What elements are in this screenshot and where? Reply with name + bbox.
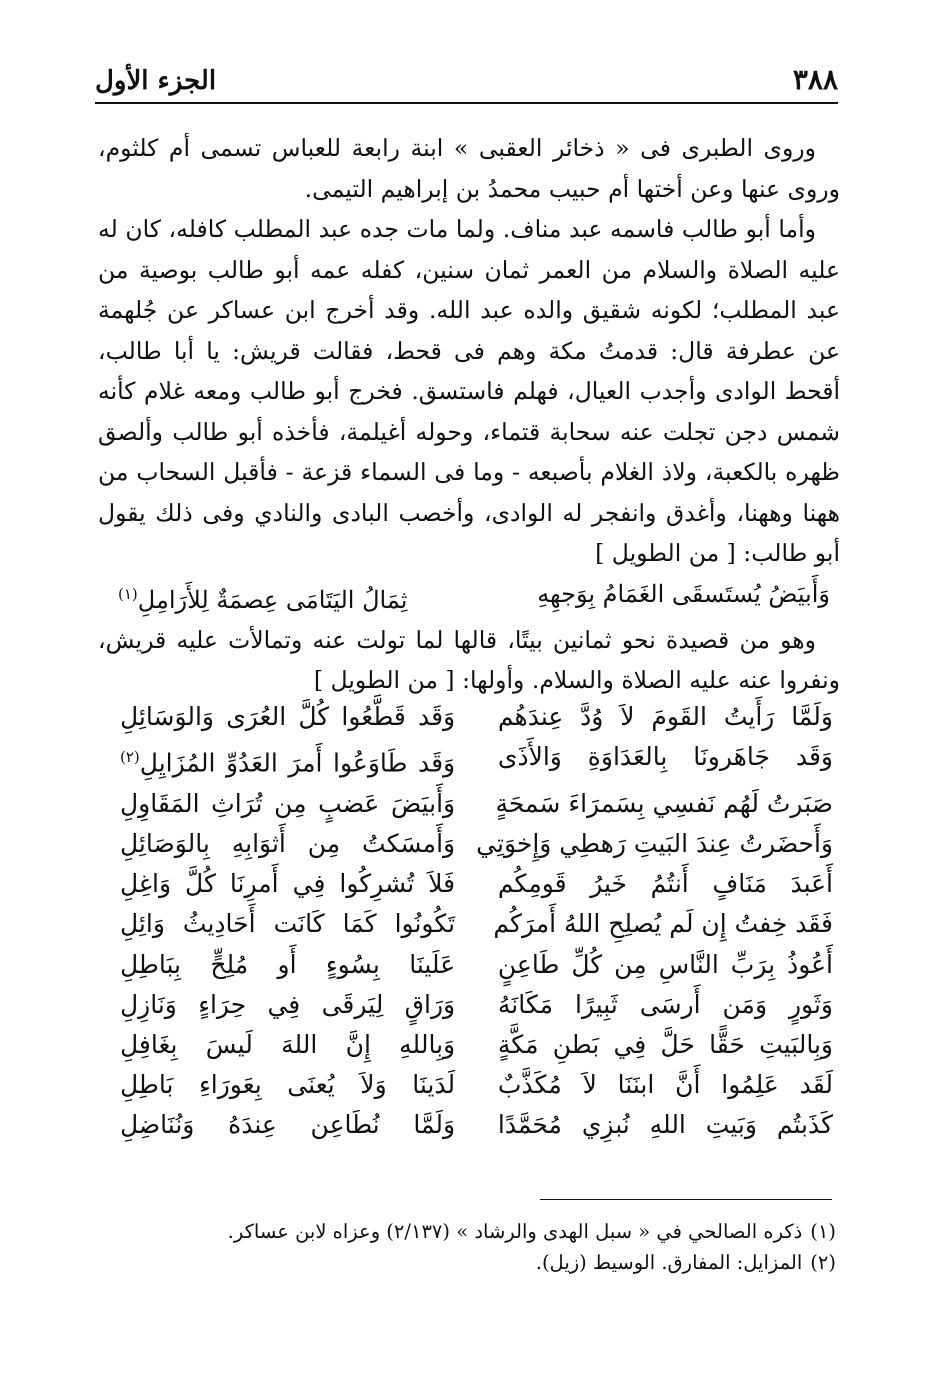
running-head: الجزء الأول: [95, 66, 217, 96]
footnote-text: المزايل: المفارق. الوسيط (زيل).: [535, 1251, 803, 1274]
hemistich-first: وَبِالبَيتِ حَقًّا حَلَّ فِي بَطنِ مَكَّةٍ: [497, 1029, 833, 1059]
hemistich-first: فَقَد خِفتُ إِن لَم يُصلِحِ اللهُ أَمرَكُم: [493, 909, 833, 939]
footnote-ref-2[interactable]: (٢): [120, 748, 140, 767]
hemistich-second: وَقَد طَاوَعُوا أَمرَ العَدُوِّ المُزَايِلِ$^{(٢)}$: [120, 748, 456, 778]
hemistich-second: عَلَينَا بِسُوءٍ أَو مُلِحٍّ بِبَاطِلِ: [120, 949, 456, 979]
footnote-1: [100, 1216, 836, 1247]
hemistich-second: لَدَينَا وَلاَ يُعنَى بِعَورَاءِ بَاطِلِ: [120, 1070, 456, 1100]
hemistich-second: وَرَاقٍ لِيَرقَى فِي حِرَاءٍ وَنَازِلِ: [120, 989, 456, 1019]
hemistich-second: وَبِاللهِ إِنَّ اللهَ لَيسَ بِغَافِلِ: [120, 1029, 456, 1059]
paragraph-qasida-text: وهو من قصيدة نحو ثمانين بيتًا، قالها لما تولت عنه وتمالأت عليه قريش، ونفروا عنه عليه الصلاة والسلام. وأولها:: [98, 625, 840, 694]
footnote-text: ذكره الصالحي في « سبل الهدى والرشاد » (٢/١٣٧) وعزاه لابن عساكر.: [227, 1220, 803, 1243]
hemistich-second: وَأَبيَضَ عَضبٍ مِن تُرَاثِ المَقَاوِلِ: [120, 788, 456, 818]
hemistich-first: وَقَد جَاهَرونَا بِالعَدَاوَةِ وَالأَذَى: [497, 742, 833, 772]
page-header: [95, 58, 838, 104]
paragraph-tabari: وروى الطبرى فى « ذخائر العقبى » ابنة رابعة للعباس تسمى أم كلثوم، وروى عنها وعن أختها أم حبيب محمدُ بن إبراهيم التيمى.: [98, 134, 840, 203]
poem-verse: [120, 824, 833, 864]
poem-verse: [120, 697, 833, 737]
hemistich-first: أَعُوذُ بِرَبِّ النَّاسِ مِن كُلِّ طَاعِنٍ: [497, 949, 833, 979]
poem-verse: [120, 1105, 833, 1145]
hemistich-second: فَلاَ تُشرِكُوا فِي أَمرِنَا كُلَّ وَاغِلِ: [120, 869, 456, 899]
paragraph-abu-talib: [98, 209, 840, 574]
hemistich-second: وَأَمسَكتُ مِن أَثوَابِهِ بِالوَصَائِلِ: [120, 828, 456, 858]
verse-single: [98, 574, 840, 620]
poem: [120, 697, 833, 1146]
footnote-divider: [540, 1199, 832, 1200]
hemistich-second: تَكُونُوا كَمَا كَانَت أَحَادِيثُ وَائِلِ: [120, 909, 456, 939]
poem-verse: [120, 904, 833, 944]
hemistich-first: لَقَد عَلِمُوا أَنَّ ابنَنَا لاَ مُكَذَّبٌ: [497, 1070, 833, 1100]
poem-verse: [120, 945, 833, 985]
poem-verse: [120, 784, 833, 824]
poem-verse: [120, 985, 833, 1025]
hemistich-first: وَلَمَّا رَأَيتُ القَومَ لاَ وُدَّ عِندَهُم: [497, 702, 833, 731]
hemistich-first: صَبَرتُ لَهُم نَفسِي بِسَمرَاءَ سَمحَةٍ: [495, 788, 833, 818]
poem-verse: [120, 1025, 833, 1065]
footnote-2: [100, 1247, 836, 1278]
poem-verse: [120, 1065, 833, 1105]
hemistich-first: وَأَحضَرتُ عِندَ البَيتِ رَهطِي وَإِخوَتِي: [476, 828, 833, 858]
page-number: ٣٨٨: [792, 63, 838, 96]
body-text: [98, 128, 840, 701]
footnote-number: (٢): [810, 1251, 836, 1274]
verse-second-hemistich: ثِمَالُ اليَتَامَى عِصمَةٌ لِلأَرَامِلِ$^{(١)}$: [118, 584, 408, 614]
paragraph-abu-talib-text: وأما أبو طالب فاسمه عبد مناف. ولما مات جده عبد المطلب كافله، كان له عليه الصلاة والسلام من العمر ثمان سنين، كفله عمه أبو طالب بوصية من عبد المطلب؛ لكونه شقيق والده عبد الله. وقد أخرج ابن عساكر عن جُلهمة عن عطرفة قال: قدمتُ مكة وهم فى قحط، فقالت قريش: يا أبا طالب، أقحط الوادى وأجدب العيال، فهلم فاستسق. فخرج أبو طالب ومعه غلام كأنه شمس دجن تجلت عنه سحابة قتماء، وحوله أغيلمة، فأخذه أبو طالب وألصق ظهره بالكعبة، ولاذ الغلام بأصبعه - وما فى السماء قزعة - فأقبل السحاب من ههنا وههنا، وأغدق وانفجر له الوادى، وأخصب البادى والنادي وفى ذلك يقول أبو طالب:: [98, 215, 840, 567]
footnote-number: (١): [810, 1220, 836, 1243]
verse-first-hemistich: وَأَبيَضُ يُستَسقَى الغَمَامُ بِوَجهِهِ: [537, 579, 830, 608]
poem-verse: [120, 737, 833, 784]
meter-label: [ من الطويل ]: [313, 666, 455, 694]
meter-label: [ من الطويل ]: [595, 539, 736, 567]
footnotes: [100, 1216, 836, 1278]
hemistich-second: وَلَمَّا نُطَاعِن عِندَهُ وَنُنَاضِلِ: [120, 1110, 456, 1140]
footnote-ref-1[interactable]: (١): [118, 584, 138, 603]
paragraph-qasida: [98, 620, 840, 701]
hemistich-first: أَعَبدَ مَنَافٍ أَنتُمُ خَيرُ قَومِكُم: [497, 869, 833, 899]
hemistich-first: كَذَبتُم وَبَيتِ اللهِ نُبزِي مُحَمَّدًا: [497, 1110, 833, 1140]
hemistich-first: وَثَورٍ وَمَن أَرسَى ثَبِيرًا مَكَانَهُ: [497, 989, 833, 1019]
hemistich-second: وَقَد قَطَّعُوا كُلَّ العُرَى وَالوَسَائِلِ: [120, 702, 456, 731]
poem-verse: [120, 864, 833, 904]
